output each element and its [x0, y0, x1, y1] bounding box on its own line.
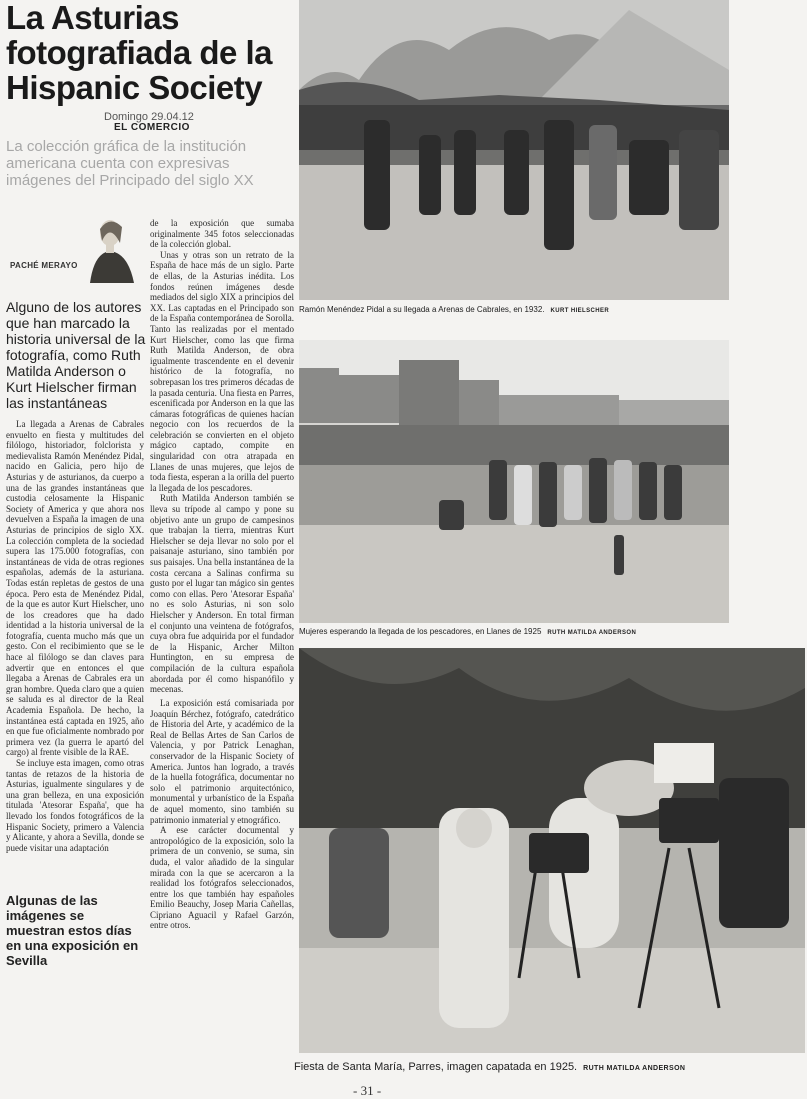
- dateline: Domingo 29.04.12: [104, 111, 194, 123]
- author-portrait: [86, 213, 138, 283]
- body-column-1: [6, 419, 144, 853]
- photo-credit: RUTH MATILDA ANDERSON: [583, 1065, 686, 1072]
- body-paragraph: La exposición está comisariada por Joaquín Bérchez, fotógrafo, catedrático de Historia del Arte, y académico de la Real de Bellas Artes de San Carlos de Valencia, y por Patrick Lenaghan, conservador de la Hispanic Society of America. Juntos han logrado, a través de la huella fotográfica, documentar no solo el patrimonio arquitectónico, monumental y urbanístico de la España de aquel momento, sino también su patrimonio inmaterial y etnográfico.: [150, 698, 294, 825]
- body-paragraph: Se incluye esta imagen, como otras tantas de retazos de la historia de Asturias, igualmente singulares y de una gran belleza, en una exposición titulada 'Atesorar España', que ha llevado los fondos fotográficos de la Hispanic Society, primero a Valencia y Alicante, y ahora a Sevilla, donde se puede visitar una adaptación: [6, 758, 144, 853]
- pull-quote-secondary: Algunas de las imágenes se muestran estos días en una exposición en Sevilla: [6, 893, 139, 968]
- photo-credit: KURT HIELSCHER: [550, 308, 610, 314]
- body-paragraph: de la exposición que sumaba originalmente 345 fotos seleccionadas de la colección global.: [150, 218, 294, 250]
- photo-fiesta-parres: [299, 648, 805, 1053]
- photo-menendez-pidal: [299, 0, 729, 300]
- body-paragraph: A ese carácter documental y antropológico de la exposición, solo la primera de un convenio, se suma, sin duda, el valor añadido de la singular mirada con la que se acercaron a la realidad los fotógrafos seleccionados, entre los que también hay españoles Emilio Beauchy, Josep Maria Cañellas, Cipriano Aguacil y Rafael Garzón, entre otros.: [150, 825, 294, 931]
- body-paragraph: Unas y otras son un retrato de la España de hace más de un siglo. Parte de ellas, de la Asturias inédita. Los fondos reúnen imágenes desde mediados del siglo XIX a principios del XX. Las captadas en el Principado son de la España contemporánea de Sorolla. Tanto las realizadas por el mentado Kurt Hielscher, como las que firma Ruth Matilda Anderson, de obra igualmente trascendente en el devenir histórico de la fotografía, no sobrepasan los tres primeros décadas de la pasada centuria. Una fiesta en Parres, escenificada por Anderson en la que las cámaras fotográficas de quienes hacían negocio con los recuerdos de la celebración se convierten en el objeto mágico captado, compite en singularidad con otra atrapada en Llanes de unas mujeres, que lejos de toda fiesta, esperan a la orilla del puerto la llegada de los pescadores.: [150, 249, 294, 493]
- byline: PACHÉ MERAYO: [10, 261, 78, 270]
- caption-text: Fiesta de Santa María, Parres, imagen capatada en 1925.: [294, 1061, 578, 1073]
- photo-llanes-women: [299, 340, 729, 623]
- pull-quote: Alguno de los autores que han marcado la historia universal de la fotografía, como Ruth Matilda Anderson o Kurt Hielscher firman las instantáneas: [6, 299, 146, 411]
- photo-caption-top: [299, 305, 729, 314]
- caption-text: Ramón Menéndez Pidal a su llegada a Arenas de Cabrales, en 1932.: [299, 305, 545, 314]
- caption-text: Mujeres esperando la llegada de los pescadores, en Llanes de 1925: [299, 627, 542, 636]
- page-number: - 31 -: [353, 1083, 382, 1098]
- body-paragraph: Ruth Matilda Anderson también se lleva su trípode al campo y pone su objetivo ante un grupo de campesinos que trabajan la tierra, mientras Kurt Hielscher se deja llevar no solo por el paisanaje asturiano, sino también por sus paisajes. Una bella instantánea de la costa cercana a Salinas confirma su gusto por el lugar tan mágico sin gentes como con ellas. Pero 'Atesorar España' no es solo Asturias, ni son solo Hielscher y Anderson. En total firman el conjunto una veintena de fotógrafos, cuya obra fue adquirida por el fundador de la Hispanic, Archer Milton Huntington, en su empresa de compilación de la cultura española abordada por él como hispanófilo y mecenas.: [150, 493, 294, 695]
- body-column-2: [150, 218, 294, 695]
- standfirst: La colección gráfica de la institución americana cuenta con expresivas imágenes del Principado del siglo XX: [6, 138, 254, 189]
- body-column-3: [150, 698, 294, 931]
- photo-caption-bottom: [294, 1061, 804, 1073]
- photo-credit: RUTH MATILDA ANDERSON: [547, 630, 637, 636]
- photo-caption-middle: [299, 627, 729, 636]
- newspaper-name: EL COMERCIO: [114, 122, 190, 133]
- headline: La Asturias fotografiada de la Hispanic Society: [6, 0, 273, 106]
- body-paragraph: La llegada a Arenas de Cabrales envuelto en fiesta y multitudes del filólogo, historiador, folclorista y medievalista Ramón Menéndez Pidal, nacido en Galicia, pero hijo de Asturias y de asturianos, da cuerpo a una de las grandes instantáneas que custodia celosamente la Hispanic Society of America y que ahora nos devuelven a España la imagen de una Asturias de principios de siglo XX. La colección completa de la sociedad supera las 175.000 fotografías, con instantáneas de vida de otras regiones españolas, además de la asturiana. Todas están repletas de gestos de una época. Pero esta de Menéndez Pidal, de la que es autor Kurt Hielscher, uno de los creadores que ha dado identidad a la historia universal de la fotografía, cuenta mucho más que un gesto. Con el recibimiento que se le hace al filólogo se dan claves para advertir que en entonces el que llegaba a Arenas de Cabrales era un gran hombre. Queda claro que a quien se saluda es al director de la Real Academia Española. De hecho, la instantánea está captada en 1925, año en que fue oficialmente nombrado por primera vez (la guerra le apartó del cargo) al frente visible de la RAE.: [6, 419, 144, 758]
